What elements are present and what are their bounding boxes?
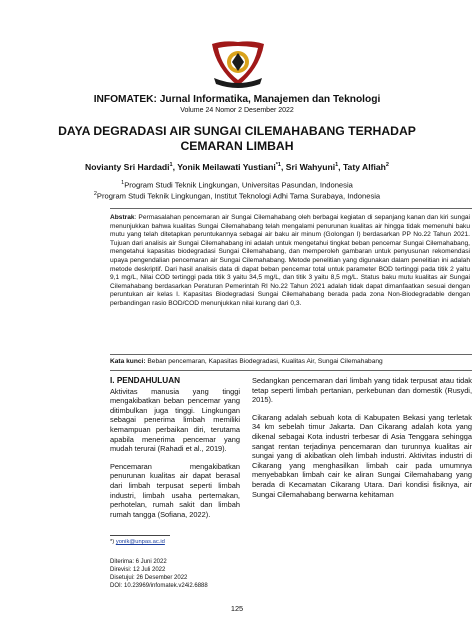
- doi: DOI: 10.23969/infomatek.v24i2.6888: [110, 583, 208, 589]
- paper-title: [40, 124, 434, 154]
- paragraph: Aktivitas manusia yang tinggi mengakibatkan beban pencemar yang ditimbulkan juga tinggi. Lingkungan sebagai penerima limbah memiliki kemampuan perbaikan diri, terutama apabila menerima pencemar yang mudah terurai (Rahadi et al., 2019).: [110, 386, 240, 454]
- keywords-top-divider: [110, 354, 472, 355]
- affiliation-text: Program Studi Teknik Lingkungan, Universitas Pasundan, Indonesia: [124, 180, 353, 190]
- journal-title: INFOMATEK: Jurnal Informatika, Manajemen dan Teknologi: [93, 94, 381, 105]
- author-name: Sri Wahyuni: [285, 162, 336, 172]
- journal-logo: [210, 38, 266, 90]
- keywords-label: Kata kunci:: [110, 358, 146, 365]
- received-date: Diterima: 6 Juni 2022: [110, 559, 167, 565]
- affiliation-1: [0, 180, 474, 190]
- paragraph: Pencemaran mengakibatkan penurunan kualitas air dapat berasal dari limbah terpusat seperti limbah industri, limbah usaha perternakan, perhotelan, rumah sakit dan limbah rumah tangga (Sofiana, 2022).: [110, 461, 240, 519]
- journal-volume: Volume 24 Nomor 2 Desember 2022: [180, 107, 294, 114]
- author-name: Novianty Sri Hardadi: [85, 162, 170, 172]
- paragraph: Cikarang adalah sebuah kota di Kabupaten Bekasi yang terletak 34 km sebelah timur Jakarta. Dan Cikarang adalah kota yang dikenal sebagai Kota industri terbesar di Asia Tenggara sehingga sangat rentan terjadinya pencemaran dan turunnya kualitas air sungai yang di akibatkan oleh limbah industri. Aktivitas industri di Cikarang yang menghasilkan limbah cair pada umumnya menyebabkan limbah cair ke aliran Sungai Cilemahabang yang berada di Kecamatan Cikarang Utara. Dari kondisi fisiknya, air Sungai Cilemahabang berwarna kehitaman: [252, 412, 472, 499]
- abstract: [110, 214, 470, 309]
- footnote-divider: [110, 535, 170, 536]
- article-dates: [110, 558, 208, 590]
- paper-title-line-2: CEMARAN LIMBAH: [180, 139, 294, 153]
- footnote-marker: *): [110, 539, 116, 545]
- paragraph: Sedangkan pencemaran dari limbah yang tidak terpusat atau tidak tetap seperti limbah pertanian, perkebunan dan domestik (Rusydi, 2015).: [252, 376, 472, 405]
- affiliation-mark: 2: [93, 191, 97, 197]
- author-affiliation-mark: 2: [385, 162, 389, 169]
- keywords: [110, 358, 470, 365]
- accepted-date: Disetujui: 26 Desember 2022: [110, 575, 188, 581]
- author-affiliation-mark: 1: [169, 162, 173, 169]
- abstract-label: Abstrak: [110, 214, 135, 221]
- abstract-top-divider: [110, 208, 472, 209]
- author-separator: ,: [280, 162, 286, 172]
- author-separator: ,: [172, 162, 178, 172]
- affiliation-2: [0, 191, 474, 201]
- affiliation-text: Program Studi Teknik Lingkungan, Institut Teknologi Adhi Tama Surabaya, Indonesia: [96, 191, 381, 201]
- author-affiliation-mark: *1: [275, 162, 281, 169]
- revised-date: Direvisi: 12 Juli 2022: [110, 567, 166, 573]
- affiliation-mark: 1: [121, 180, 125, 186]
- abstract-text: : Permasalahan pencemaran air Sungai Cilemahabang oleh berbagai kegiatan di sepanjang kanan dan kiri sungai menunjukkan bahwa kualitas Sungai Cilemahabang telah mengalami penurunan kualitas air hingga tidak memenuhi baku mutu yang telah ditetapkan peruntukannya sebagai air baku air minum (Golongan I) berdasarkan PP No.22 Tahun 2021. Tujuan dari analisis air Sungai Cilemahabang ini adalah untuk mengetahui tingkat beban pencemar Sungai Cilemahabang, mengetahui kapasitas biodegradasi Sungai Cilemahabang, dan memperoleh gambaran untuk penyusunan rekomendasi upaya pengendalian pencemaran air Sungai Cilemahabang. Metode penelitian yang digunakan dalam penelitian ini adalah metode deskriptif. Dari hasil analisis data di dapat beban pencemar total untuk parameter BOD tertinggi pada titik 2 yaitu 9,1 mg/L, Nilai COD tertinggi pada titik 3 yaitu 34,5 mg/L, dan titik 3 yaitu 8,5 mg/L. Status baku mutu kualitas air Sungai Cilemahabang berdasarkan Peraturan Pemerintah RI No.22 Tahun 2021 adalah tidak dapat dimanfaatkan sesuai dengan peruntukan air kelas I. Kapasitas Biodegradasi Sungai Cilemahabang berada pada zona Non-Biodegradable dengan perbandingan rasio BOD/COD menunjukkan nilai kurang dari 0,3.: [110, 214, 470, 307]
- author-name: Yonik Meilawati Yustiani: [177, 162, 276, 172]
- university-seal-icon: [210, 38, 266, 90]
- body-top-divider: [110, 370, 472, 371]
- body-left-column: [110, 376, 240, 527]
- section-heading: I. PENDAHULUAN: [110, 376, 181, 385]
- author-list: [0, 162, 474, 172]
- paper-title-line-1: DAYA DEGRADASI AIR SUNGAI CILEMAHABANG TERHADAP: [58, 124, 416, 138]
- author-affiliation-mark: 1: [335, 162, 339, 169]
- corresponding-footnote: [110, 539, 165, 545]
- body-right-column: [252, 376, 472, 507]
- keywords-text: Beban pencemaran, Kapasitas Biodegradasi, Kualitas Air, Sungai Cilemahabang: [145, 358, 383, 365]
- corresponding-email-link[interactable]: yonik@unpas.ac.id: [115, 539, 165, 545]
- author-separator: ,: [338, 162, 343, 172]
- page-number: 125: [230, 604, 244, 613]
- author-name: Taty Alfiah: [342, 162, 386, 172]
